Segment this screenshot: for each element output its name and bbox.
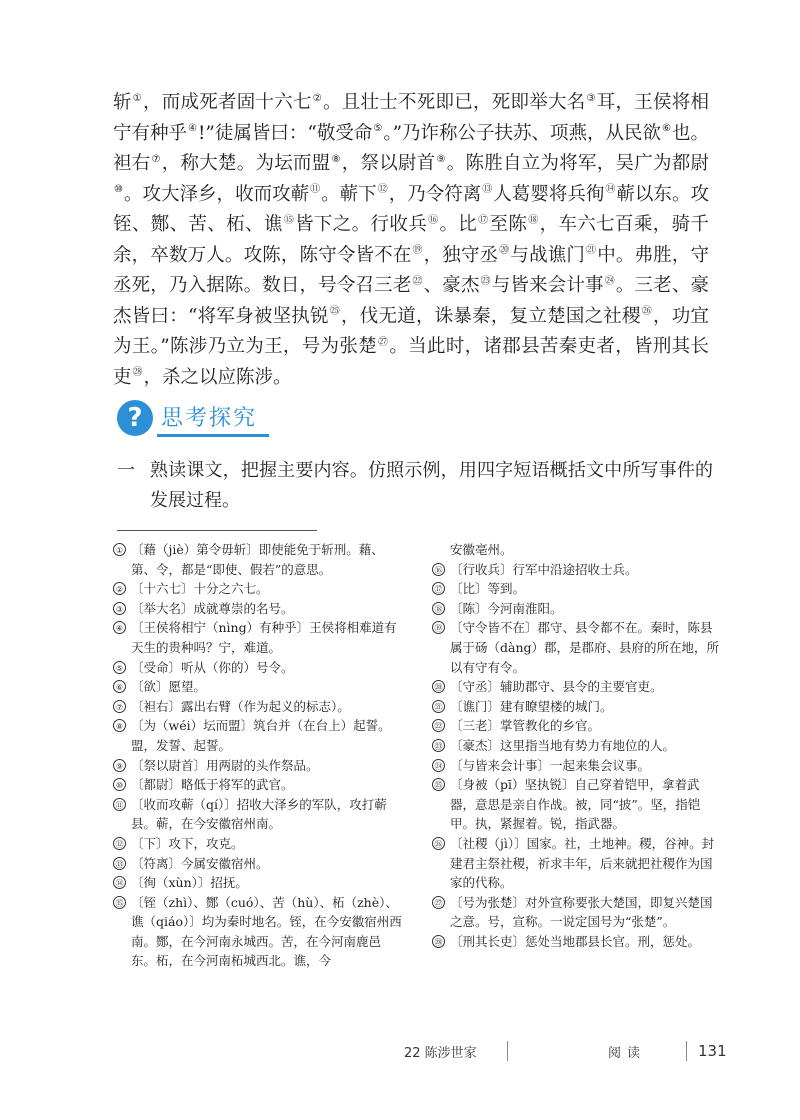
text-segment: ，伐无道，诛暴秦，复立楚国之社稷 xyxy=(341,305,641,327)
footnote-item xyxy=(432,697,722,717)
footnote-text: 〔下〕攻下，攻克。 xyxy=(131,835,244,851)
footnote-text: 〔守丞〕辅助郡守、县令的主要官吏。 xyxy=(450,679,663,695)
footnote-item xyxy=(113,893,403,971)
footer-chapter: 22 陈涉世家 xyxy=(404,1046,477,1061)
section-underline xyxy=(157,434,269,437)
footnote-item xyxy=(113,540,403,579)
question-icon: ? xyxy=(117,400,153,436)
footnote-text: 〔袒右〕露出右臂（作为起义的标志）。 xyxy=(131,698,350,714)
text-segment: 蕲以东。攻铚、酂、苦、柘、谯 xyxy=(113,183,709,235)
footnote-number: ⑪ xyxy=(113,798,126,811)
section-title: 思考探究 xyxy=(161,406,258,431)
footnote-item xyxy=(113,756,403,776)
page-number: 131 xyxy=(698,1042,727,1060)
footnote-number: ㉗ xyxy=(432,896,445,909)
footnote-marker: ㉗ xyxy=(378,336,389,348)
footnote-text: 〔藉（jiè）第令毋斩〕即使能免于斩刑。藉、第、令，都是“即使、假若”的意思。 xyxy=(131,542,384,577)
footnote-item xyxy=(432,618,722,677)
footnote-text: 〔身被（pī）坚执锐〕自己穿着铠甲，拿着武器，意思是亲自作战。被，同“披”。坚，指铠甲。执，紧握着。锐，指武器。 xyxy=(450,777,701,832)
footnote-marker: ㉒ xyxy=(412,275,423,287)
footnote-number: ⑱ xyxy=(432,602,445,615)
footnote-item xyxy=(432,736,722,756)
footnote-item xyxy=(113,716,403,755)
text-segment: 斩 xyxy=(113,92,132,113)
footnote-number: ⑭ xyxy=(113,876,126,889)
footnote-text: 〔陈〕今河南淮阳。 xyxy=(450,600,563,616)
text-segment: ，称大楚。为坛而盟 xyxy=(161,153,331,174)
text-segment: 耳，王侯将相宁有种乎 xyxy=(113,92,709,144)
footnote-number: ㉑ xyxy=(432,700,445,713)
footnote-text: 〔徇（xùn）〕招抚。 xyxy=(131,875,248,891)
footnote-marker: ⑳ xyxy=(499,245,510,257)
footnote-item xyxy=(113,697,403,717)
footnote-text: 〔十六七〕十分之六七。 xyxy=(131,581,269,597)
footnote-text: 〔欲〕愿望。 xyxy=(131,679,207,695)
footnote-item xyxy=(113,599,403,619)
footnote-text: 〔守令皆不在〕郡守、县令都不在。秦时，陈县属于砀（dàng）郡，是郡府、县府的所在地，所以有守有令。 xyxy=(450,620,720,675)
footnote-item xyxy=(432,540,722,560)
footnote-number: ④ xyxy=(113,621,126,634)
footnote-number: ⑳ xyxy=(432,680,445,693)
text-segment: 。比 xyxy=(439,214,478,235)
text-segment: ，功宜为王。”陈涉乃立为王，号为张楚 xyxy=(113,305,709,357)
footnote-marker: ④ xyxy=(188,123,197,135)
footnote-text: 安徽亳州。 xyxy=(450,542,513,557)
text-segment: 与战谯门 xyxy=(510,244,586,266)
footer-section: 阅读 xyxy=(608,1046,647,1061)
footnote-item xyxy=(432,579,722,599)
footnote-marker: ⑫ xyxy=(377,184,388,196)
exercise-number: 一 xyxy=(117,460,135,481)
footnote-marker: ㉑ xyxy=(586,245,597,257)
footnote-number: ⑮ xyxy=(113,896,126,909)
text-segment: 也。袒右 xyxy=(113,122,710,174)
exercise-text: 熟读课文，把握主要内容。仿照示例，用四字短语概括文中所写事件的发展过程。 xyxy=(150,460,713,511)
footnotes-left-column xyxy=(113,540,403,971)
footnotes-right-column xyxy=(432,540,722,951)
footnote-item xyxy=(113,677,403,697)
footnote-marker: ⑭ xyxy=(605,184,616,196)
footnote-text: 〔社稷（jì）〕国家。社，土地神。稷，谷神。封建君主祭社稷，祈求丰年，后来就把社稷作为国家的代称。 xyxy=(450,835,715,891)
footnote-marker: ⑰ xyxy=(478,214,489,226)
footnote-marker: ㉖ xyxy=(641,306,653,318)
text-segment: 与皆来会计事 xyxy=(491,275,604,296)
footnote-text: 〔豪杰〕这里指当地有势力有地位的人。 xyxy=(450,737,676,753)
footnote-text: 〔祭以尉首〕用两尉的头作祭品。 xyxy=(131,757,319,773)
text-segment: ，独守丞 xyxy=(423,244,499,266)
text-segment: ，祭以尉首 xyxy=(341,153,436,174)
text-segment: 。”乃诈称公子扶苏、项燕，从民欲 xyxy=(383,122,662,144)
footnote-item xyxy=(432,932,722,952)
footnote-text: 〔符离〕今属安徽宿州。 xyxy=(131,855,269,871)
text-segment: 、豪杰 xyxy=(423,275,480,296)
footnote-marker: ⑪ xyxy=(310,184,321,196)
footnote-text: 〔行收兵〕行军中沿途招收士兵。 xyxy=(450,561,638,577)
footnote-number: ㉘ xyxy=(432,935,445,948)
text-segment: 。且壮士不死即已，死即举大名 xyxy=(322,92,586,113)
footnote-number: ② xyxy=(113,582,126,595)
footnote-text: 〔受命〕听从（你的）号令。 xyxy=(131,659,294,675)
footnote-text: 〔铚（zhì）、酂（cuó）、苦（hù）、柘（zhè）、谯（qiáo）〕均为秦时地名。铚，在今安徽宿州西南。酂，在今河南永城西。苦，在今河南鹿邑东。柘，在今河南柘城西北。谯，今 xyxy=(131,894,402,969)
footnote-number: ⑦ xyxy=(113,700,126,713)
footnote-marker: ② xyxy=(312,92,322,104)
footnote-text: 〔为（wéi）坛而盟〕筑台并（在台上）起誓。盟，发誓、起誓。 xyxy=(131,718,391,753)
text-segment: 中。弗胜，守丞死，乃入据陈。数日，号令召三老 xyxy=(113,244,709,296)
footnote-text: 〔刑其长吏〕惩处当地郡县长官。刑，惩处。 xyxy=(450,933,701,949)
footnote-number: ⑯ xyxy=(432,563,445,576)
footnote-text: 〔三老〕掌管教化的乡官。 xyxy=(450,718,601,734)
footnote-number: ⑥ xyxy=(113,680,126,693)
footer-divider xyxy=(507,1041,508,1061)
footnote-item xyxy=(113,618,403,657)
footnote-marker: ⑬ xyxy=(482,184,493,196)
footnote-marker: ⑥ xyxy=(662,123,671,135)
text-segment: 。陈胜自立为将军，吴广为都尉 xyxy=(446,153,709,174)
footnote-text: 〔谯门〕建有瞭望楼的城门。 xyxy=(450,698,613,714)
text-segment: 皆下之。行收兵 xyxy=(295,214,428,235)
exercise-item xyxy=(117,456,713,516)
footnote-marker: ③ xyxy=(586,92,596,104)
footnote-item xyxy=(432,756,722,776)
text-segment: ，而成死者固十六七 xyxy=(142,92,312,113)
footnote-item xyxy=(432,834,722,893)
footnote-number: ⑤ xyxy=(113,661,126,674)
footnote-item xyxy=(432,775,722,834)
footnote-number: ㉓ xyxy=(432,739,445,752)
text-segment: !”徒属皆曰：“敬受命 xyxy=(197,122,373,144)
footnote-item xyxy=(113,795,403,834)
footnote-marker: ㉘ xyxy=(132,367,143,379)
footnote-marker: ⑱ xyxy=(528,214,539,226)
footnote-text: 〔王侯将相宁（nìng）有种乎〕王侯将相难道有天生的贵种吗？宁，难道。 xyxy=(131,620,397,655)
text-segment: 。攻大泽乡，收而攻蕲 xyxy=(123,183,310,205)
footnote-item xyxy=(432,599,722,619)
footnote-number: ⑫ xyxy=(113,837,126,850)
footnote-item xyxy=(432,716,722,736)
footnote-marker: ⑮ xyxy=(283,214,295,226)
footnote-number: ⑰ xyxy=(432,582,445,595)
footnote-number: ⑲ xyxy=(432,621,445,634)
footnote-text: 〔号为张楚〕对外宣称要张大楚国，即复兴楚国之意。号，宣称。一说定国号为“张楚”。 xyxy=(450,894,713,930)
text-segment: 。三老、豪杰皆曰：“将军身被坚执锐 xyxy=(113,275,709,327)
footnote-marker: ① xyxy=(132,92,142,104)
main-text xyxy=(113,88,709,393)
footnote-number: ㉔ xyxy=(432,759,445,772)
text-segment: ，乃令符离 xyxy=(388,183,482,205)
text-segment: 人葛婴将兵徇 xyxy=(493,183,605,205)
footnote-marker: ㉕ xyxy=(329,306,341,318)
footnote-item xyxy=(113,834,403,854)
footnote-text: 〔都尉〕略低于将军的武官。 xyxy=(131,777,294,793)
footnote-text: 〔比〕等到。 xyxy=(450,581,526,597)
footnote-number: ⑧ xyxy=(113,719,126,732)
footnote-text: 〔收而攻蕲（qí）〕招收大泽乡的军队，攻打蕲县。蕲，在今安徽宿州南。 xyxy=(131,796,387,832)
footnote-divider xyxy=(117,530,317,531)
footnote-item xyxy=(432,893,722,932)
footnote-item xyxy=(432,677,722,697)
footnote-number: ⑬ xyxy=(113,857,126,870)
footnote-number: ㉖ xyxy=(432,837,445,850)
footnote-text: 〔举大名〕成就尊崇的名号。 xyxy=(131,600,294,616)
footnote-marker: ⑯ xyxy=(428,214,439,226)
footnote-item xyxy=(113,873,403,893)
text-segment: 至陈 xyxy=(489,214,528,235)
footnote-marker: ⑤ xyxy=(373,123,383,135)
footnote-item xyxy=(432,560,722,580)
footnote-item xyxy=(113,658,403,678)
footnote-number: ㉒ xyxy=(432,719,445,732)
text-segment: 。蕲下 xyxy=(321,183,377,205)
footnote-number: ⑨ xyxy=(113,759,126,772)
footnote-number: ㉕ xyxy=(432,778,445,791)
footnote-marker: ㉔ xyxy=(604,275,615,287)
footnote-marker: ⑩ xyxy=(114,184,123,196)
text-segment: 。当此时，诸郡县苦秦吏者，皆刑其长吏 xyxy=(113,336,709,388)
footnote-number: ① xyxy=(113,543,126,556)
footnote-number: ③ xyxy=(113,602,126,615)
footnote-marker: ㉓ xyxy=(480,275,491,287)
footnote-text: 〔与皆来会计事〕一起来集会议事。 xyxy=(450,757,651,773)
footnote-item xyxy=(113,854,403,874)
footer-divider xyxy=(686,1041,687,1061)
footnote-number: ⑩ xyxy=(113,778,126,791)
footnote-marker: ⑲ xyxy=(412,245,423,257)
footnote-marker: ⑦ xyxy=(151,153,161,165)
footnote-marker: ⑨ xyxy=(436,153,446,165)
text-segment: ，车六七百乘，骑千余，卒数万人。攻陈，陈守令皆不在 xyxy=(113,214,709,266)
text-segment: ，杀之以应陈涉。 xyxy=(143,366,292,388)
footnote-marker: ⑧ xyxy=(331,153,341,165)
footnote-item xyxy=(113,775,403,795)
footnote-item xyxy=(113,579,403,599)
